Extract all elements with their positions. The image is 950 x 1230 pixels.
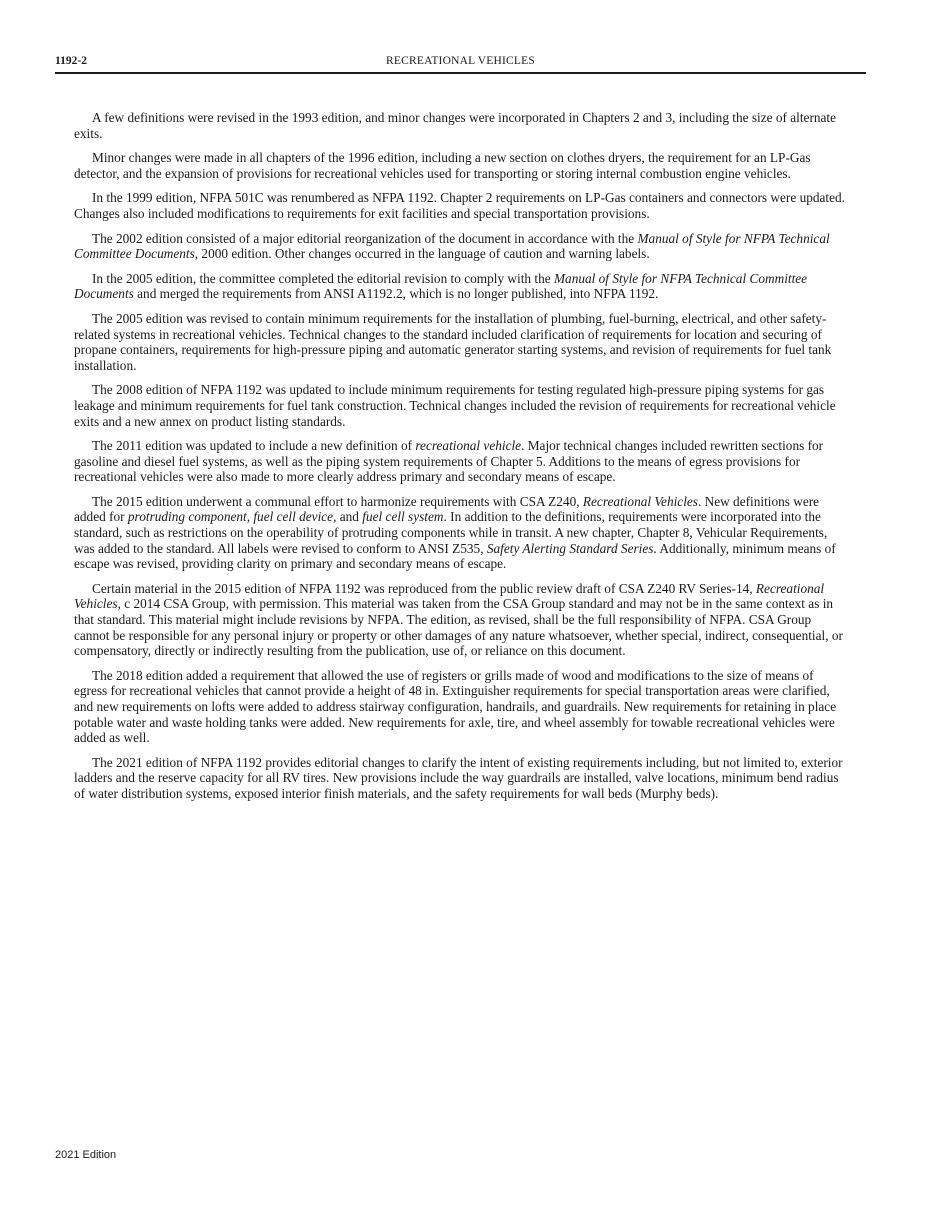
italic-title: recreational vehicle: [415, 438, 522, 454]
paragraph: [74, 494, 849, 572]
paragraph: [74, 190, 849, 221]
italic-title: Manual of Style for NFPA Technical Committee Documents: [74, 270, 808, 302]
paragraph-text: . In addition to the definitions, requirements were incorporated into the standard, such as restrictions on the operability of protruding components while in transit. A new chapter, Chapter 8, Vehicular Requirements, was added to the standard. All labels were revised to conform to ANSI Z535,: [74, 509, 828, 556]
paragraph-text: Certain material in the 2015 edition of NFPA 1192 was reproduced from the public review draft of CSA Z240 RV Series-14,: [92, 580, 756, 596]
paragraph-text: Minor changes were made in all chapters of the 1996 edition, including a new section on clothes dryers, the requirement for an LP-Gas detector, and the expansion of provisions for recreational vehicles used for transporting or storing internal combustion engine vehicles.: [74, 150, 811, 181]
paragraph-text: A few definitions were revised in the 1993 edition, and minor changes were incorporated in Chapters 2 and 3, including the size of alternate exits.: [74, 110, 837, 141]
running-title: RECREATIONAL VEHICLES: [386, 55, 535, 67]
paragraph-text: In the 1999 edition, NFPA 501C was renumbered as NFPA 1192. Chapter 2 requirements on LP-Gas containers and connectors were updated. Changes also included modifications to requirements for exit facilities and special transportation provisions.: [74, 190, 845, 221]
paragraph-text: In the 2005 edition, the committee completed the editorial revision to comply with the: [92, 270, 554, 286]
italic-title: Recreational Vehicles: [582, 493, 698, 509]
paragraph-text: The 2011 edition was updated to include a new definition of: [92, 438, 416, 454]
paragraph-text: The 2002 edition consisted of a major editorial reorganization of the document in accordance with the: [92, 230, 638, 246]
footer-edition: 2021 Edition: [55, 1149, 117, 1161]
italic-title: Safety Alerting Standard Series: [486, 540, 654, 556]
paragraph-text: The 2005 edition was revised to contain minimum requirements for the installation of plumbing, fuel-burning, electrical, and other safety-related systems in recreational vehicles. Technical changes to the standard included clarification of requirements for location and securing of propane containers, requirements for high-pressure piping and automatic generator starting systems, and revision of requirements for fuel tank installation.: [74, 310, 832, 373]
paragraph-text: , c 2014 CSA Group, with permission. This material was taken from the CSA Group standard and may not be in the same context as in that standard. This material might include revisions by NFPA. The edition, as revised, shall be the full responsibility of NFPA. CSA Group cannot be responsible for any personal injury or property or other damages of any nature whatsoever, whether special, indirect, consequential, or compensatory, directly or indirectly resulting from the publication, use of, or reliance on this document.: [74, 596, 843, 659]
paragraph-text: The 2015 edition underwent a communal effort to harmonize requirements with CSA Z240,: [92, 493, 583, 509]
paragraph-text: . New definitions were added for: [74, 493, 820, 525]
paragraph-text: . Major technical changes included rewritten sections for gasoline and diesel fuel systems, as well as the piping system requirements of Chapter 5. Additions to the means of egress provisions for recreational vehicles were also made to more clearly address primary and secondary means of escape.: [74, 438, 824, 485]
paragraph: [74, 755, 849, 802]
paragraph: [74, 110, 849, 141]
paragraph: [74, 311, 849, 373]
paragraph-text: The 2021 edition of NFPA 1192 provides editorial changes to clarify the intent of existing requirements including, but not limited to, exterior ladders and the reserve capacity for all RV tires. New provisions include the way guardrails are installed, valve locations, minimum bend radius of water distribution systems, exposed interior finish materials, and the safety requirements for wall beds (Murphy beds).: [74, 754, 843, 801]
body-text: [74, 110, 849, 811]
page-header: [55, 54, 866, 74]
paragraph: [74, 581, 849, 659]
page-number: 1192-2: [55, 55, 87, 67]
italic-title: Recreational Vehicles: [74, 580, 825, 612]
paragraph: [74, 668, 849, 746]
paragraph-text: . Additionally, minimum means of escape was revised, providing clarity on primary and secondary means of escape.: [74, 540, 836, 572]
italic-title: protruding component, fuel cell device,: [127, 509, 337, 525]
paragraph: [74, 231, 849, 262]
paragraph-text: The 2008 edition of NFPA 1192 was updated to include minimum requirements for testing regulated high-pressure piping systems for gas leakage and minimum requirements for fuel tank construction. Technical changes included the revision of requirements for recreational vehicle exits and a new annex on product listing standards.: [74, 382, 836, 429]
italic-title: fuel cell system: [362, 509, 444, 525]
italic-title: Manual of Style for NFPA Technical Committee Documents: [74, 230, 830, 262]
paragraph: [74, 438, 849, 485]
paragraph: [74, 271, 849, 302]
paragraph: [74, 382, 849, 429]
paragraph: [74, 150, 849, 181]
paragraph-text: , 2000 edition. Other changes occurred in the language of caution and warning labels.: [194, 246, 650, 262]
paragraph-text: and merged the requirements from ANSI A1192.2, which is no longer published, into NFPA 1192.: [133, 286, 659, 302]
paragraph-text: The 2018 edition added a requirement that allowed the use of registers or grills made of wood and modifications to the size of means of egress for recreational vehicles that cannot provide a height of 48 in. Extinguisher requirements for special transportation areas were clarified, and new requirements on lofts were added to address stairway configuration, handrails, and guardrails. New requirements for retaining in place potable water and waste holding tanks were added. New requirements for axle, tire, and wheel assembly for towable recreational vehicles were added as well.: [74, 667, 837, 746]
paragraph-text: and: [336, 509, 363, 525]
